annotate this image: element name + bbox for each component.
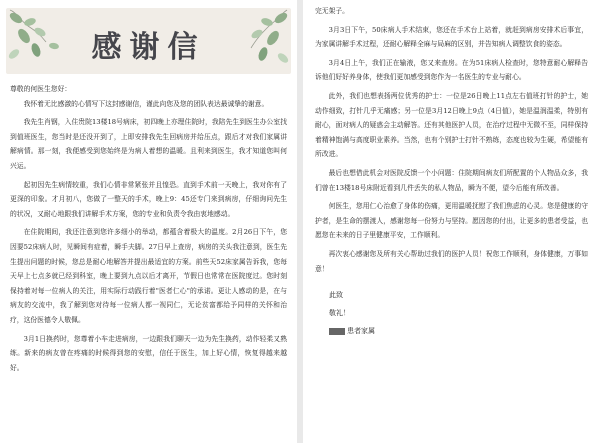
signature-label: 患者家属 [347,327,375,336]
letter-page-left [0,0,297,443]
redacted-name [329,328,345,335]
paragraph: 在住院期间，我还注意到您许多细小的举动，都蕴含着极大的温度。2月26日下午，您因要52床病人时，见瞬间有症着，瞬手夫脚。27日早上查房，病房的关头我注意到，医生先生提出问题的时候，您总是耐心地解答并提出最适宜的方案。前些天52床家属告诉我，您每天早上七点多就已经到科室，晚上要到九点以后才离开，节假日也常常在医院度过。您时刻保持着对每一位病人的关注，用实际行动践行着"医者仁心"的承诺。更让人感动的是，在与病友的交流中，我了解到您对待每一位病人都一视同仁，无论贫富都给予同样的关怀和治疗，这份医德令人敬佩。 [10,228,287,324]
paragraph: 我怀着无比感激的心情写下这封感谢信，谨此向您及您的团队表达最诚挚的谢意。 [23,99,269,108]
paragraph: 3月3日下午，50床病人手术结束，您还在手术台上站着，就赶到病房安排术后事宜，为家属讲解手术过程，还耐心解释全麻与局麻的区别，并告知病人调整饮食的姿态。 [315,25,588,49]
paragraph: 3月1日换药时，您尊着小车走进病房，一边跟我们聊天一边为先生换药，动作轻柔又熟练。新来的病友曾在疼痛的时候得到您的安慰，信任于医生，加上好心情，恢复得越来越好。 [10,334,287,372]
letter-page-right [303,0,600,443]
paragraph: 此外，我们也想表扬两位优秀的护士：一位是26日晚上11点左右值班打针的护士，她动作细致，打针几乎无痛感；另一位是3月12日晚上9点（4日值），她是温润温柔，特别有耐心，面对病人的疑惑会主动解答。还有其他医护人员，在治疗过程中无微不至，同样保持着精神饱满与高度职业素养。当然，也有个别护士打针不熟练，态度也较为生硬，希望能有所改进。 [315,91,588,159]
letter-header [6,8,291,74]
eucalyptus-leaves-icon [211,8,291,74]
page-title: 感谢信 [91,30,206,65]
greeting: 尊敬的何医生您好： [10,85,72,93]
paragraph: 起初因先生病情较重，我们心情非常紧张并且惶恐。直到手术前一天晚上，我对你有了更深的印象。才月初八，您做了一整天的手术，晚上9：45还专门来到病房，仔细询问先生的状况，又耐心地跟我们讲解手术方案，您的专业和负责令我由衷地感动。 [10,180,287,218]
paragraph: 3月4日上午，我们正在输液，您又来查房。在为51床病人检查时，您特意耐心解释告诉他们好好养身体，使我们更加感受到您作为一名医生的专业与耐心。 [315,58,588,82]
paragraph: 最后也想借此机会对医院反馈一个小问题：住院期间病友们所配置的个人物品众多，我们曾在13楼18号床附近看到几件丢失的私人物品，瞬为不便，望今后能有所改善。 [315,168,588,192]
salute: 敬礼！ [329,309,350,318]
signature [329,322,588,340]
paragraph: 再次衷心感谢您及所有关心帮助过我们的医护人员！祝您工作顺利，身体健康，万事如意！ [315,249,588,273]
paragraph: 完无架子。 [315,7,349,15]
closing: 此致 [329,291,343,300]
paragraph: 何医生，您用仁心治愈了身体的伤痛，更用温暖抚慰了我们焦虑的心灵。您是健康的守护者，是生命的摆渡人，感谢您每一份努力与坚持。愿因您的付出，让更多的患者受益，也愿您在未来的日子里健康平安，工作顺利。 [315,202,588,240]
paragraph: 我先生肖钢，入住贵院13楼18号病床，初四晚上亦理住院时，我陪先生到医生办公室找到值班医生，您当时是还没开到了，上即安排我先生回病房并给压点，跟后才对我们家属讲解病情。那一刻，我便感受到您始终是为病人着想的温暖。且利来到医生，我才知道您叫何兴运。 [10,118,287,170]
